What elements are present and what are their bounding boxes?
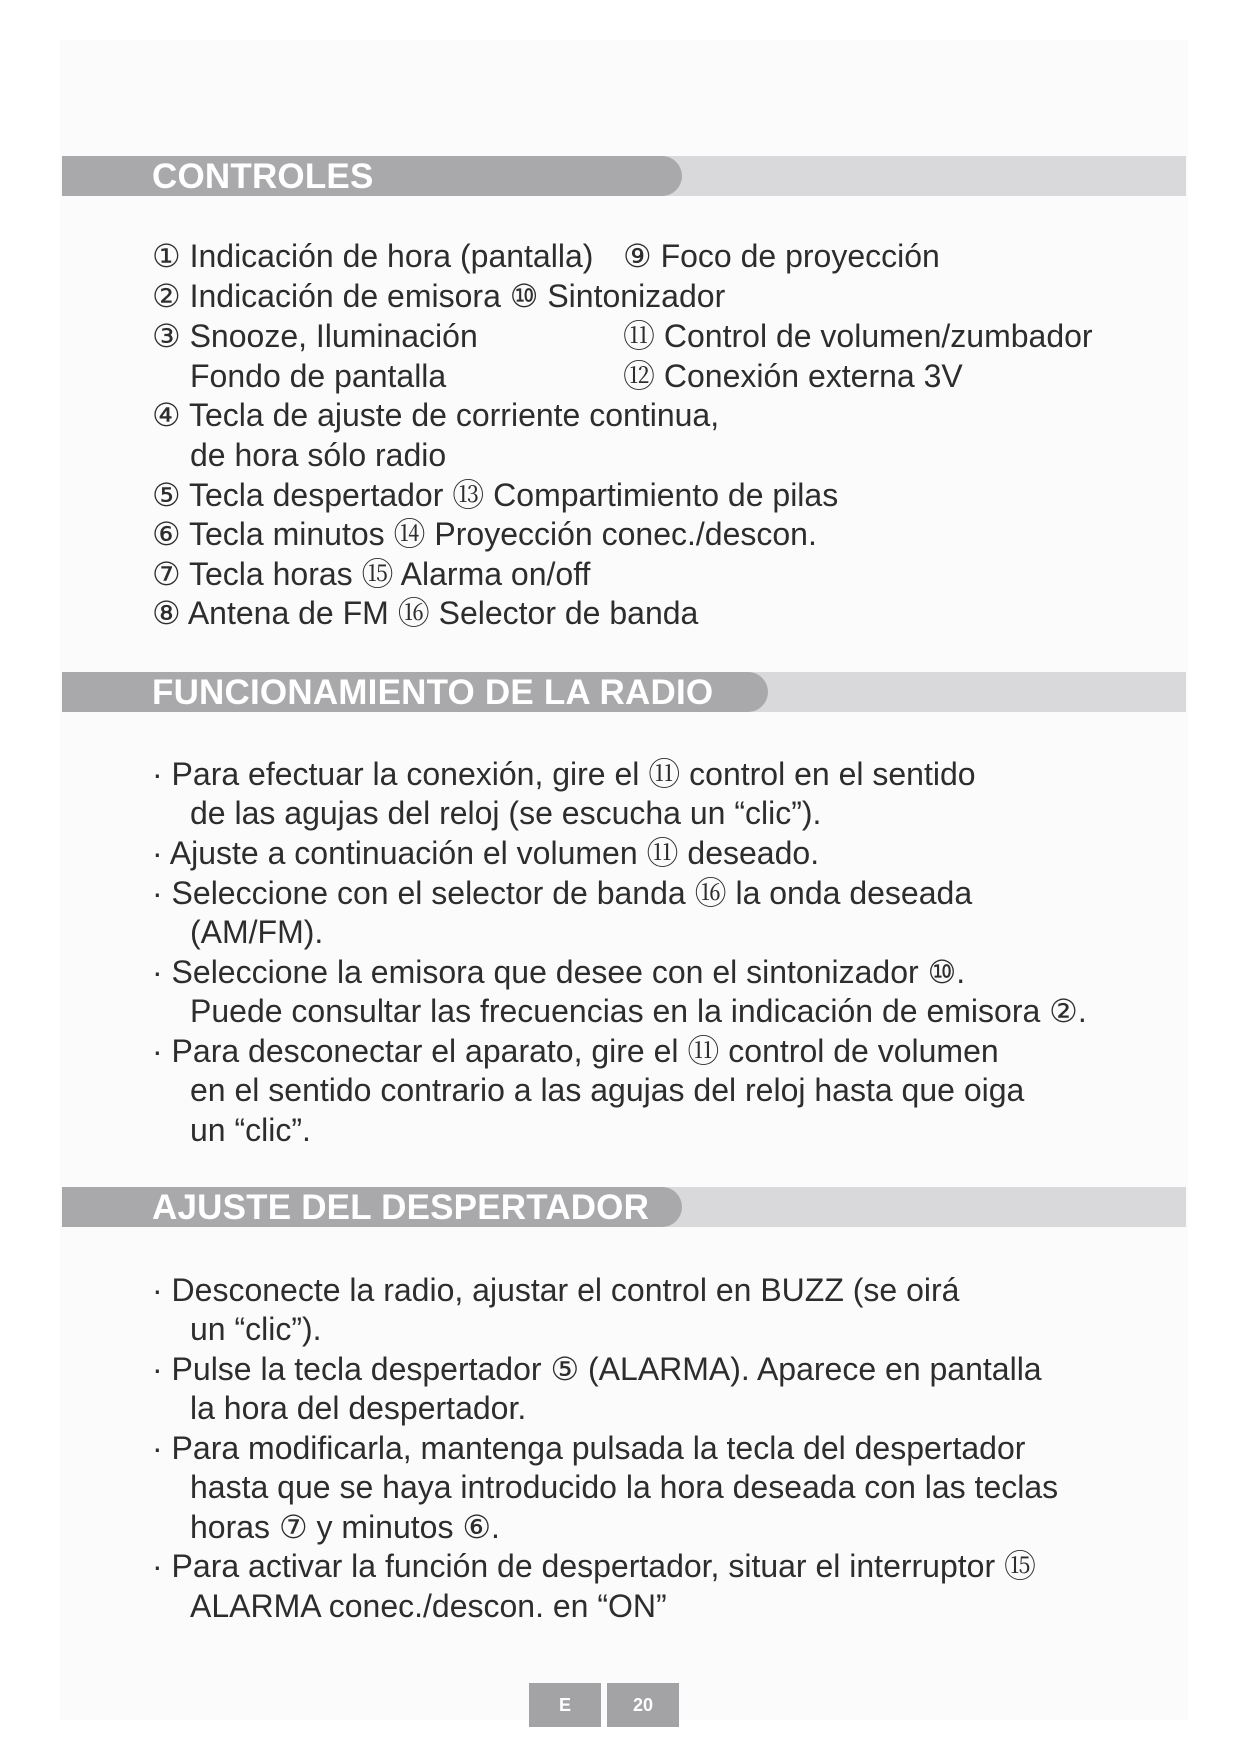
controls-line: ④ Tecla de ajuste de corriente continua,: [152, 397, 720, 433]
alarm-line: · Desconecte la radio, ajustar el control en BUZZ (se oirá: [152, 1272, 960, 1308]
alarm-line: horas ⑦ y minutos ⑥.: [190, 1509, 500, 1545]
footer-page-number: 20: [607, 1683, 679, 1727]
radio-line: Puede consultar las frecuencias en la indicación de emisora ②.: [190, 993, 1087, 1029]
controls-line: ⑨ Foco de proyección: [623, 238, 940, 274]
controls-line: ⑫ Conexión externa 3V: [623, 358, 963, 394]
controls-line: ① Indicación de hora (pantalla): [152, 238, 594, 274]
controls-line: ⑥ Tecla minutos ⑭ Proyección conec./descon.: [152, 516, 817, 552]
alarm-line: · Para modificarla, mantenga pulsada la tecla del despertador: [152, 1430, 1026, 1466]
section-header-alarm: [62, 1187, 1186, 1227]
controls-line: ⑦ Tecla horas ⑮ Alarma on/off: [152, 556, 591, 592]
section-title: FUNCIONAMIENTO DE LA RADIO: [152, 673, 714, 712]
alarm-line: ALARMA conec./descon. en “ON”: [190, 1588, 667, 1624]
radio-line: (AM/FM).: [190, 914, 324, 950]
controls-line: ③ Snooze, Iluminación: [152, 318, 478, 354]
controls-line: ⑧ Antena de FM ⑯ Selector de banda: [152, 595, 699, 631]
footer-language-badge: E: [529, 1683, 601, 1727]
section-header-controles: [62, 156, 1186, 196]
section-header-radio: [62, 672, 1186, 712]
radio-line: · Ajuste a continuación el volumen ⑪ deseado.: [152, 835, 820, 871]
radio-line: en el sentido contrario a las agujas del reloj hasta que oiga: [190, 1072, 1025, 1108]
radio-line: un “clic”.: [190, 1112, 311, 1148]
alarm-line: · Pulse la tecla despertador ⑤ (ALARMA). Aparece en pantalla: [152, 1351, 1042, 1387]
controls-line: ② Indicación de emisora ⑩ Sintonizador: [152, 278, 726, 314]
alarm-line: la hora del despertador.: [190, 1390, 527, 1426]
controls-line: ⑪ Control de volumen/zumbador: [623, 318, 1093, 354]
alarm-line: hasta que se haya introducido la hora deseada con las teclas: [190, 1469, 1059, 1505]
radio-line: · Seleccione la emisora que desee con el sintonizador ⑩.: [152, 954, 966, 990]
section-title: CONTROLES: [152, 157, 374, 196]
radio-line: · Seleccione con el selector de banda ⑯ la onda deseada: [152, 875, 973, 911]
radio-line: · Para desconectar el aparato, gire el ⑪ control de volumen: [152, 1033, 999, 1069]
alarm-line: · Para activar la función de despertador, situar el interruptor ⑮: [152, 1548, 1037, 1584]
controls-line: ⑤ Tecla despertador ⑬ Compartimiento de pilas: [152, 477, 839, 513]
controls-line: Fondo de pantalla: [190, 358, 447, 394]
radio-line: de las agujas del reloj (se escucha un “clic”).: [190, 795, 822, 831]
section-title: AJUSTE DEL DESPERTADOR: [152, 1188, 650, 1227]
radio-line: · Para efectuar la conexión, gire el ⑪ control en el sentido: [152, 756, 976, 792]
alarm-line: un “clic”).: [190, 1311, 322, 1347]
controls-line: de hora sólo radio: [190, 437, 447, 473]
